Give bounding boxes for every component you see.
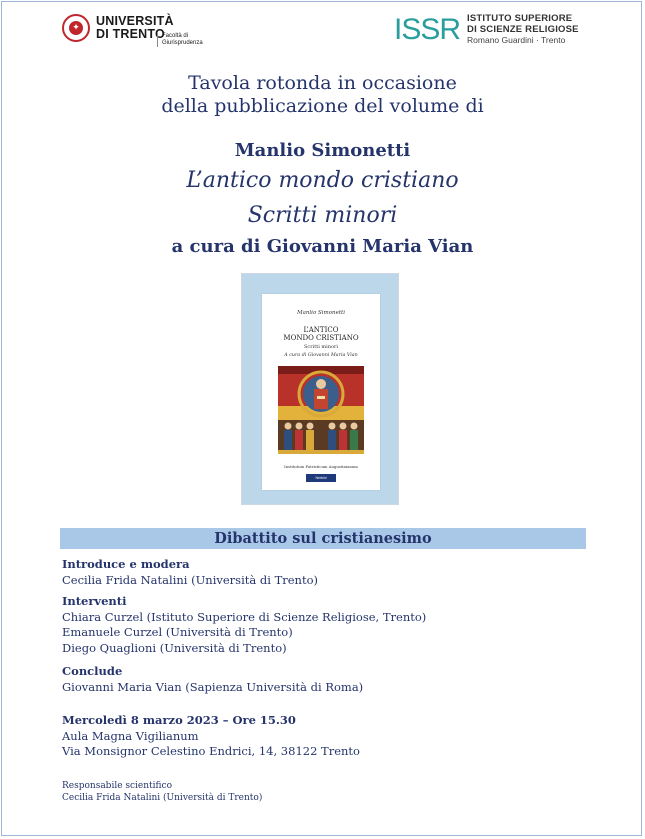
cover-series-logo (306, 474, 336, 488)
cover-series: Nerbini (315, 476, 327, 480)
event-address: Via Monsignor Celestino Endrici, 14, 38122 Trento (62, 744, 360, 758)
introduce-person: Cecilia Frida Natalini (Università di Trento) (62, 572, 318, 587)
intro-line2: della pubblicazione del volume di (161, 95, 484, 117)
interventi-heading: Interventi (62, 594, 127, 608)
issr-mark: ISSR (394, 12, 461, 46)
faculty-line2: Giurisprudenza (162, 40, 203, 46)
cover-title-line1: L’ANTICO (303, 326, 339, 334)
cover-editor: A cura di Giovanni Maria Vian (284, 353, 358, 358)
cover-page (262, 294, 380, 490)
university-name-line1: UNIVERSITÀ (96, 14, 174, 28)
speaker-item: Emanuele Curzel (Università di Trento) (62, 625, 293, 639)
footer-person: Cecilia Frida Natalini (Università di Trento) (62, 793, 263, 803)
cover-title (262, 326, 380, 342)
faculty-line1: Facoltà di (162, 33, 189, 39)
cover-series-sub: INTERNATIONAL (307, 484, 335, 488)
speaker-item: Chiara Curzel (Istituto Superiore di Scienze Religiose, Trento) (62, 609, 427, 624)
interventi-block (62, 594, 426, 656)
intro-text (0, 72, 645, 118)
cover-illustration (278, 366, 364, 454)
event-details (62, 713, 360, 760)
cover-subtitle: Scritti minori (304, 344, 338, 350)
conclude-person: Giovanni Maria Vian (Sapienza Università di Roma) (62, 679, 364, 694)
institute-line2: DI SCIENZE RELIGIOSE (467, 24, 579, 35)
cover-title-line2: MONDO CRISTIANO (283, 334, 359, 342)
event-venue: Aula Magna Vigilianum (62, 728, 199, 743)
event-datetime: Mercoledì 8 marzo 2023 – Ore 15.30 (62, 713, 296, 727)
book-editor: a cura di Giovanni Maria Vian (171, 236, 474, 257)
section-title-bar: Dibattito sul cristianesimo (60, 528, 586, 549)
footer-label: Responsabile scientifico (62, 781, 173, 791)
faculty-label (157, 33, 222, 47)
institute-logo (394, 13, 579, 46)
intro-line1: Tavola rotonda in occasione (188, 72, 457, 94)
introduce-heading: Introduce e modera (62, 557, 190, 571)
book-title: L’antico mondo cristiano (186, 168, 459, 193)
university-seal-icon: ✦ (62, 14, 90, 42)
footer-block (62, 780, 262, 804)
introduce-block (62, 557, 318, 588)
book-subtitle: Scritti minori (247, 203, 398, 228)
university-name-line2: DI TRENTO (96, 27, 165, 41)
book-author: Manlio Simonetti (234, 140, 411, 161)
cover-publisher: Institutum Patristicum Augustinianum (284, 464, 358, 469)
cover-author: Manlio Simonetti (296, 310, 346, 316)
book-cover-image (241, 273, 399, 505)
conclude-block (62, 664, 363, 695)
conclude-heading: Conclude (62, 664, 123, 678)
university-logo (62, 14, 203, 46)
institute-line3: Romano Guardini · Trento (467, 35, 566, 45)
speaker-item: Diego Quaglioni (Università di Trento) (62, 640, 287, 655)
institute-line1: ISTITUTO SUPERIORE (467, 13, 573, 24)
